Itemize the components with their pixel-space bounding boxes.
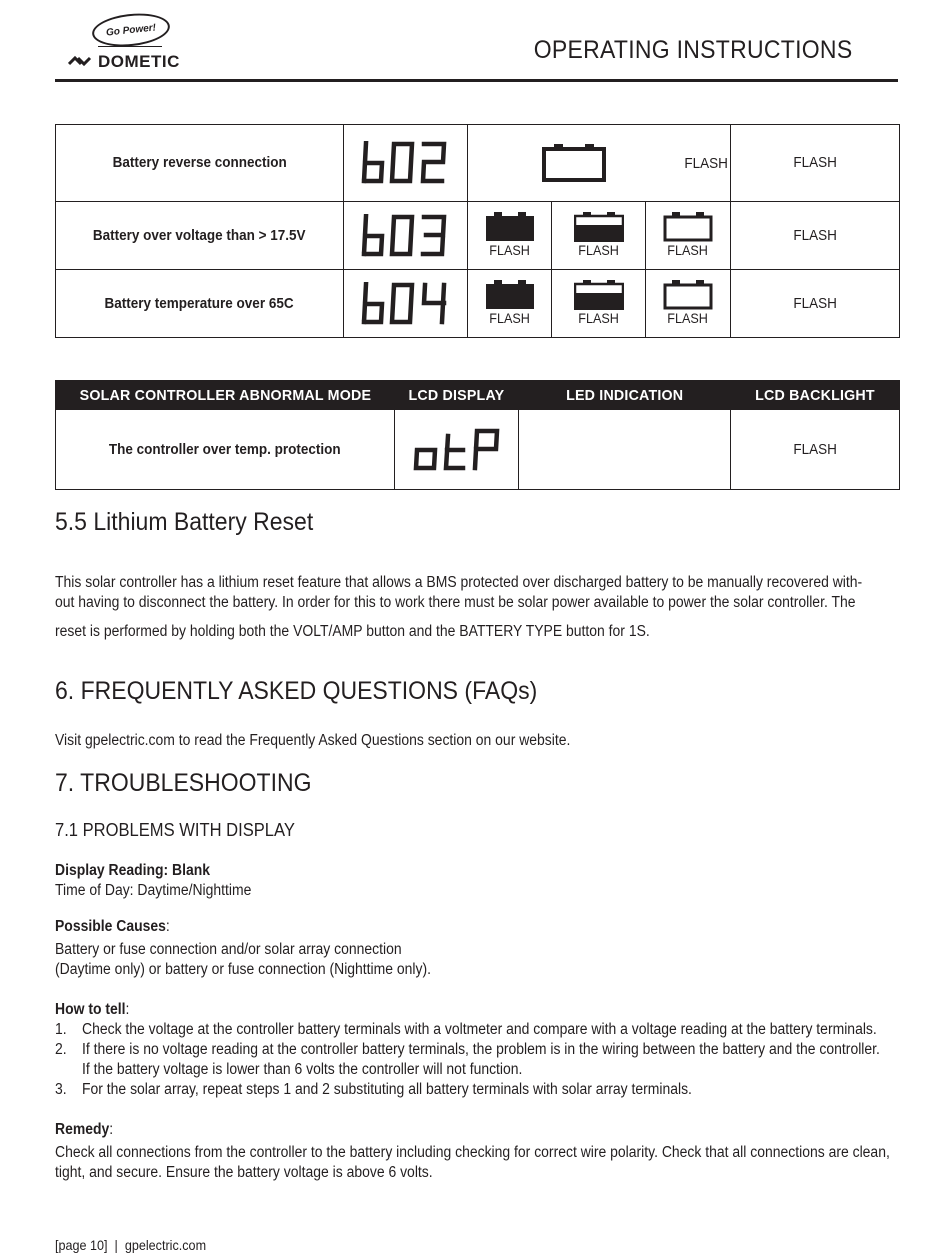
lcd-display [395,410,519,490]
backlight-flash: FLASH [793,154,837,171]
backlight-flash: FLASH [793,440,837,458]
lcd-display [344,270,468,338]
page-footer [55,1237,206,1253]
battery-empty-icon [663,212,713,242]
page-title: OPERATING INSTRUCTIONS [533,36,852,64]
text-line: This solar controller has a lithium reset feature that allows a BMS protected over discharged battery to be manually recovered with- [55,574,863,591]
logo-brand-text: DOMETIC [98,52,180,71]
battery-half-icon [574,280,624,310]
list-item: 3. For the solar array, repeat steps 1 and 2 substituting all battery terminals with solar array terminals. [55,1081,692,1098]
header-rule [55,79,898,82]
faq-text: Visit gpelectric.com to read the Frequently Asked Questions section on our website. [55,732,571,749]
abnormal-mode-table [55,380,900,490]
led-indication-1 [468,270,552,338]
table-row [56,202,900,270]
backlight-flash: FLASH [793,226,837,244]
section-heading-reset: 5.5 Lithium Battery Reset [55,508,314,536]
condition-text: Battery temperature over 65C [104,294,295,312]
lcd-otp-glyph [411,428,503,472]
text-line: reset is performed by holding both the VOLT/AMP button and the BATTERY TYPE button for 1S. [55,623,650,640]
lcd-display [344,125,468,202]
troubleshooting-body [55,861,897,1183]
list-item: 1. Check the voltage at the controller battery terminals with a voltmeter and compare with a voltage reading at the battery terminals. [55,1021,877,1038]
table-row [56,410,900,490]
battery-empty-icon [663,280,713,310]
battery-empty-icon [542,144,606,182]
led-indication-1 [468,202,552,270]
led-indication-2 [552,202,646,270]
led-flash-label: FLASH [489,309,530,326]
page-number: [page 10] [55,1237,108,1253]
battery-full-icon [485,212,535,242]
column-header: LCD DISPLAY [395,381,519,410]
column-header: LED INDICATION [519,381,731,410]
led-flash-label: FLASH [684,154,728,172]
possible-causes-label: Possible Causes: [55,918,170,935]
footer-separator: | [114,1237,118,1253]
text-line: out having to disconnect the battery. In order for this to work there must be solar power available to power the solar controller. The [55,594,856,611]
backlight-flash: FLASH [793,294,837,312]
text-line: Check all connections from the controller to the battery including checking for correct wire polarity. Check that all connections are clean, [55,1144,890,1161]
condition-text: Battery over voltage than > 17.5V [93,226,306,244]
led-indication-3 [646,270,731,338]
lcd-b04-glyph [360,282,452,326]
column-header: LCD BACKLIGHT [731,381,900,410]
table-header-row [56,381,900,410]
list-item: 2. If there is no voltage reading at the controller battery terminals, the problem is in the wiring between the battery and the controller. If the battery voltage is lower than 6 volts the controller will not function. [55,1041,880,1078]
text-line: tight, and secure. Ensure the battery voltage is above 6 volts. [55,1164,433,1181]
how-to-tell-label: How to tell: [55,1001,130,1018]
battery-full-icon [485,280,535,310]
logo-divider [98,46,162,47]
column-header: SOLAR CONTROLLER ABNORMAL MODE [56,381,395,410]
led-flash-label: FLASH [667,309,709,326]
section-heading-faq: 6. FREQUENTLY ASKED QUESTIONS (FAQs) [55,677,538,705]
condition-text: Battery reverse connection [112,154,287,171]
led-flash-label: FLASH [578,241,619,258]
led-indication-3 [646,202,731,270]
led-indication [519,410,731,490]
condition-text: The controller over temp. protection [109,440,341,458]
battery-half-icon [574,212,624,242]
text-line: (Daytime only) or battery or fuse connection (Nighttime only). [55,961,432,978]
how-to-tell-list [55,1020,897,1100]
lcd-b02-glyph [360,141,452,185]
led-flash-label: FLASH [489,241,530,258]
remedy-label: Remedy: [55,1121,114,1138]
reset-paragraph [55,573,897,642]
led-flash-label: FLASH [578,309,619,326]
section-heading-troubleshooting: 7. TROUBLESHOOTING [55,769,312,797]
subsection-heading-display: 7.1 PROBLEMS WITH DISPLAY [55,820,295,840]
led-flash-label: FLASH [667,241,709,258]
lcd-b03-glyph [360,214,452,258]
logo-top-text: Go Power! [105,21,157,39]
table-row [56,125,900,202]
dometic-logo [68,51,180,73]
footer-site: gpelectric.com [124,1237,207,1253]
time-of-day-text: Time of Day: Daytime/Nighttime [55,882,252,899]
lcd-display [344,202,468,270]
text-line: Battery or fuse connection and/or solar array connection [55,941,402,958]
display-reading-label: Display Reading: Blank [55,862,211,879]
led-indication [468,125,731,202]
dometic-arrow-icon [68,55,94,69]
led-indication-2 [552,270,646,338]
table-row [56,270,900,338]
go-power-logo [91,10,172,50]
error-codes-table [55,124,900,338]
